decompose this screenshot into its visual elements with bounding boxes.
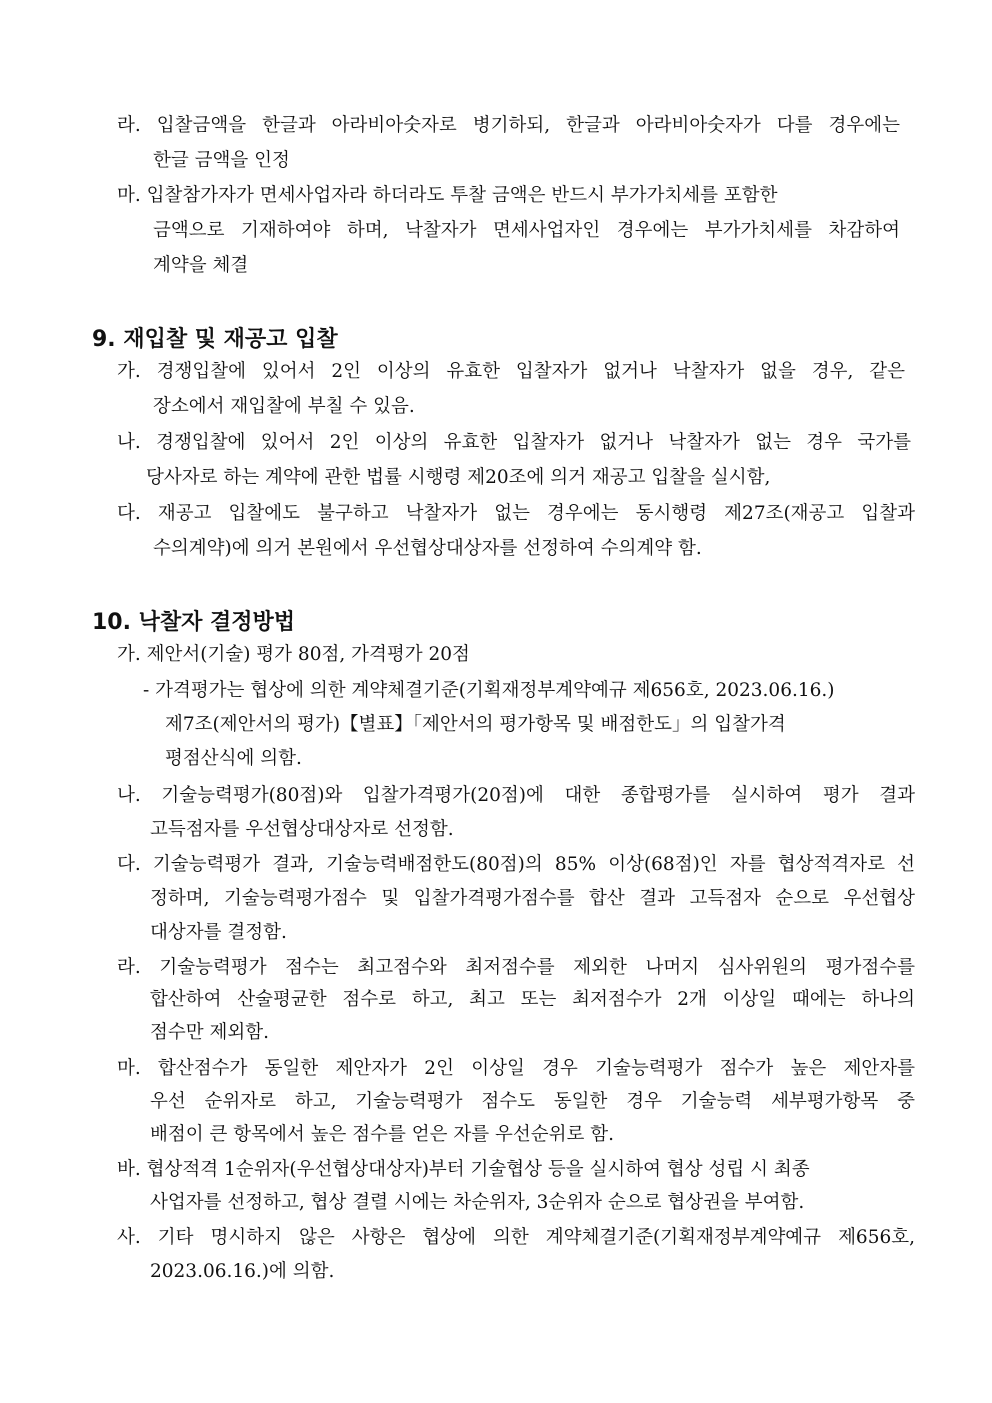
text-line: 다. 재공고 입찰에도 불구하고 낙찰자가 없는 경우에는 동시행령 제27조(재공고 입찰과 — [117, 503, 915, 524]
text-line: 수의계약)에 의거 본원에서 우선협상대상자를 선정하여 수의계약 함. — [153, 538, 702, 559]
text-line: 라. 입찰금액을 한글과 아라비아숫자로 병기하되, 한글과 아라비아숫자가 다를 경우에는 — [117, 115, 900, 136]
text-line: 2023.06.16.)에 의함. — [150, 1261, 335, 1282]
text-line: 가. 제안서(기술) 평가 80점, 가격평가 20점 — [117, 644, 470, 665]
text-line: 제7조(제안서의 평가)【별표】「제안서의 평가항목 및 배점한도」의 입찰가격 — [165, 714, 786, 735]
text-line: 우선 순위자로 하고, 기술능력평가 점수도 동일한 경우 기술능력 세부평가항목 중 — [150, 1091, 915, 1112]
text-line: 가. 경쟁입찰에 있어서 2인 이상의 유효한 입찰자가 없거나 낙찰자가 없을 경우, 같은 — [117, 361, 905, 382]
text-line: 합산하여 산술평균한 점수로 하고, 최고 또는 최저점수가 2개 이상일 때에는 하나의 — [150, 989, 916, 1010]
text-line: 한글 금액을 인정 — [153, 150, 290, 171]
text-line: 마. 입찰참가자가 면세사업자라 하더라도 투찰 금액은 반드시 부가가치세를 포함한 — [117, 185, 778, 206]
text-line: 사. 기타 명시하지 않은 사항은 협상에 의한 계약체결기준(기획재정부계약예규 제656호, — [117, 1227, 915, 1248]
text-line: 장소에서 재입찰에 부칠 수 있음. — [153, 396, 415, 417]
text-line: 마. 합산점수가 동일한 제안자가 2인 이상일 경우 기술능력평가 점수가 높은 제안자를 — [117, 1058, 915, 1079]
text-line: 계약을 체결 — [153, 255, 249, 276]
text-line: 대상자를 결정함. — [150, 922, 287, 943]
text-line: 사업자를 선정하고, 협상 결렬 시에는 차순위자, 3순위자 순으로 협상권을 부여함. — [150, 1192, 805, 1213]
text-line: 바. 협상적격 1순위자(우선협상대상자)부터 기술협상 등을 실시하여 협상 성립 시 최종 — [117, 1159, 810, 1180]
text-line: 고득점자를 우선협상대상자로 선정함. — [150, 819, 454, 840]
text-line: 평점산식에 의함. — [165, 748, 302, 769]
text-line: 당사자로 하는 계약에 관한 법률 시행령 제20조에 의거 재공고 입찰을 실시함, — [146, 467, 771, 488]
text-line: 점수만 제외함. — [150, 1022, 269, 1043]
text-line: 정하며, 기술능력평가점수 및 입찰가격평가점수를 합산 결과 고득점자 순으로 우선협상 — [150, 888, 915, 909]
text-line: - 가격평가는 협상에 의한 계약체결기준(기획재정부계약예규 제656호, 2023.06.16.) — [143, 680, 835, 701]
text-line: 나. 기술능력평가(80점)와 입찰가격평가(20점)에 대한 종합평가를 실시하여 평가 결과 — [117, 785, 915, 806]
text-line: 나. 경쟁입찰에 있어서 2인 이상의 유효한 입찰자가 없거나 낙찰자가 없는 경우 국가를 — [117, 432, 911, 453]
section-heading-10: 10. 낙찰자 결정방법 — [92, 610, 296, 635]
text-line: 라. 기술능력평가 점수는 최고점수와 최저점수를 제외한 나머지 심사위원의 평가점수를 — [117, 957, 915, 978]
text-line: 다. 기술능력평가 결과, 기술능력배점한도(80점)의 85% 이상(68점)인 자를 협상적격자로 선 — [117, 854, 915, 875]
text-line: 배점이 큰 항목에서 높은 점수를 얻은 자를 우선순위로 함. — [150, 1124, 614, 1145]
section-heading-9: 9. 재입찰 및 재공고 입찰 — [92, 327, 338, 352]
text-line: 금액으로 기재하여야 하며, 낙찰자가 면세사업자인 경우에는 부가가치세를 차감하여 — [153, 220, 900, 241]
